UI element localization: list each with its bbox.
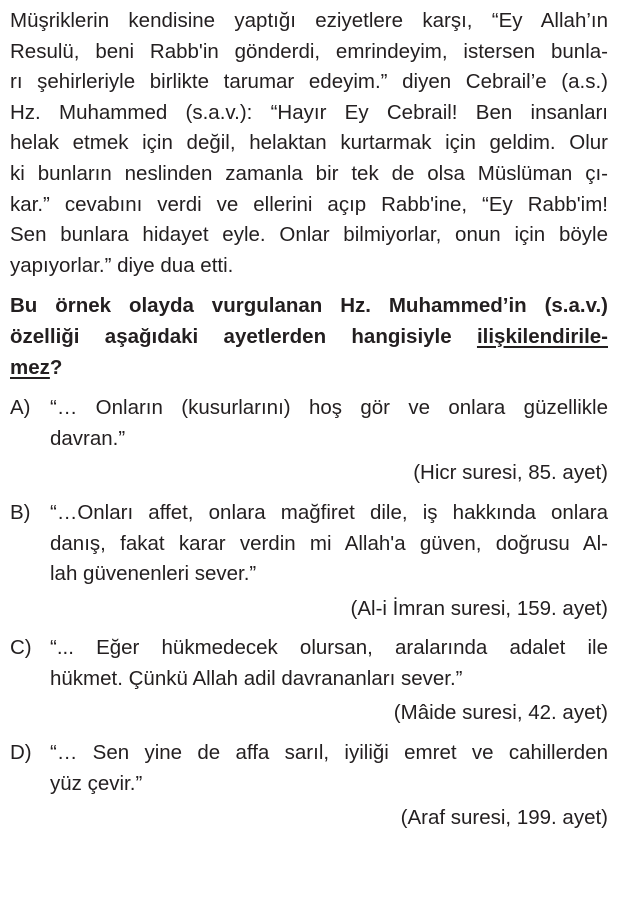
passage-line: kar.” cevabını verdi ve ellerini açıp Rabb'ine, “Ey Rabb'im! [10, 192, 608, 216]
question-mark: ? [49, 355, 63, 379]
question-line [10, 353, 608, 384]
passage-line: Hz. Muhammed (s.a.v.): “Hayır Ey Cebrail! Ben insanları [10, 100, 608, 124]
option-line: “… Sen yine de affa sarıl, iyiliği emret ve cahillerden [50, 741, 608, 765]
passage-line: ki bunların neslinden zamanla bir tek de olsa Müslüman çı- [10, 161, 608, 185]
option-line: lah güvenenleri sever.” [50, 562, 257, 586]
passage [10, 6, 608, 281]
passage-line: rı şehirleriyle birlikte tarumar edeyim.” diyen Cebrail’e (a.s.) [10, 70, 608, 94]
option-line: “…Onları affet, onlara mağfiret dile, iş hakkında onlara [50, 500, 608, 524]
option-line: yüz çevir.” [50, 771, 143, 795]
passage-line: helak etmek için değil, helaktan kurtarmak için geldim. Olur [10, 131, 608, 155]
option-c[interactable] [10, 633, 608, 729]
option-line: “… Onların (kusurlarını) hoş gör ve onlara güzellikle [50, 396, 608, 420]
option-letter: A) [10, 396, 31, 420]
option-line: “... Eğer hükmedecek olursan, aralarında adalet ile [50, 636, 608, 660]
option-letter: C) [10, 636, 32, 660]
option-line: hükmet. Çünkü Allah adil davrananları sever.” [50, 666, 463, 690]
option-b[interactable] [10, 498, 608, 624]
question-stem [10, 291, 608, 383]
passage-line: Resulü, beni Rabb'in gönderdi, emrindeyim, istersen bunla- [10, 39, 608, 63]
question-line [10, 322, 608, 353]
option-source: (Mâide suresi, 42. ayet) [393, 701, 608, 725]
option-line: davran.” [50, 426, 126, 450]
question-underlined-word: mez [10, 355, 50, 379]
question-line: Bu örnek olayda vurgulanan Hz. Muhammed’in (s.a.v.) [10, 294, 608, 318]
option-letter: D) [10, 741, 32, 765]
option-d[interactable] [10, 738, 608, 834]
option-letter: B) [10, 500, 31, 524]
option-source: (Hicr suresi, 85. ayet) [413, 461, 608, 485]
option-line: danış, fakat karar verdin mi Allah'a güven, doğrusu Al- [50, 531, 608, 555]
option-a[interactable] [10, 393, 608, 489]
question-underlined-word: ilişkilendirile- [476, 324, 608, 348]
option-source: (Al-i İmran suresi, 159. ayet) [350, 596, 608, 620]
passage-line: Müşriklerin kendisine yaptığı eziyetlere karşı, “Ey Allah’ın [10, 9, 608, 32]
passage-line: Sen bunlara hidayet eyle. Onlar bilmiyorlar, onun için böyle [10, 223, 608, 247]
option-source: (Araf suresi, 199. ayet) [400, 806, 608, 830]
question-text: özelliği aşağıdaki ayetlerden hangisiyle [10, 324, 477, 348]
passage-line: yapıyorlar.” diye dua etti. [10, 253, 234, 277]
